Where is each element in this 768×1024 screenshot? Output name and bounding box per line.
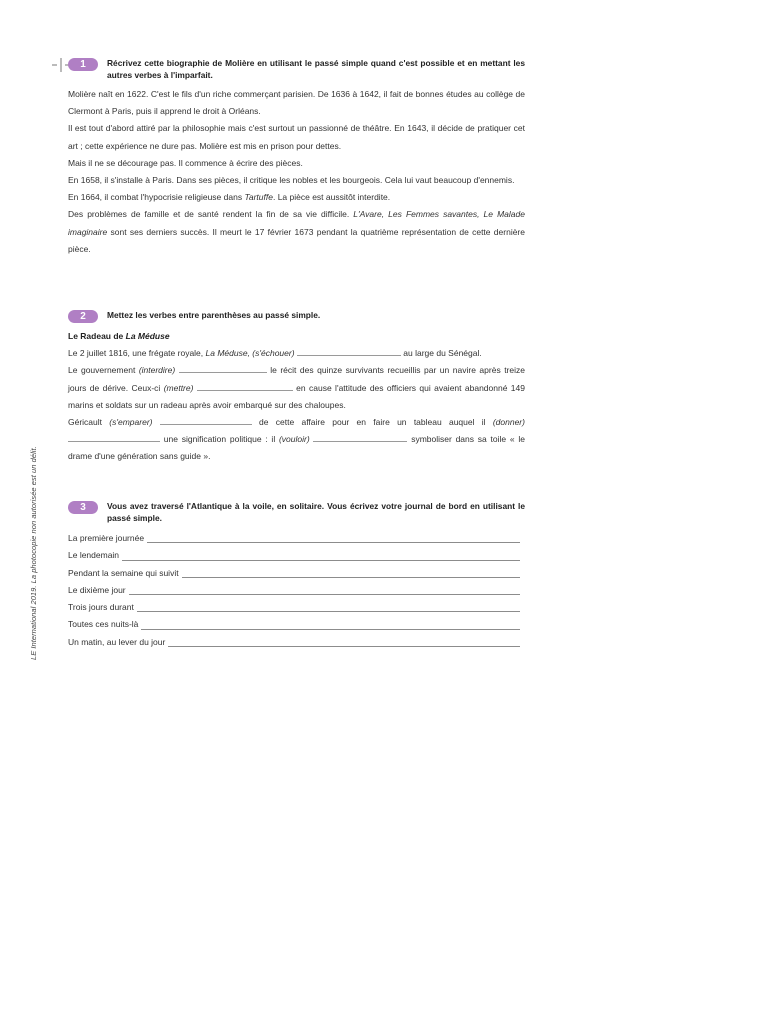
exercise-2-instruction: Mettez les verbes entre parenthèses au passé simple. xyxy=(107,310,321,320)
verb-hint: (vouloir) xyxy=(278,434,310,445)
text-segment: une signification politique : il xyxy=(160,434,279,445)
writing-rule[interactable] xyxy=(137,611,520,612)
exercise-1-paragraph: Molière naît en 1622. C'est le fils d'un riche commerçant parisien. De 1636 à 1642, il fait de bonnes études au collège de Clermont à Paris, puis il apprend le droit à Orléans. xyxy=(68,89,525,117)
verb-hint: (mettre) xyxy=(163,382,194,393)
play-title: Tartuffe xyxy=(244,192,273,203)
play-titles: L'Avare, Les Femmes savantes, Le Malade imaginaire xyxy=(68,209,525,237)
exercise-2-sentence xyxy=(68,362,525,414)
exercise-3-instruction: Vous avez traversé l'Atlantique à la voile, en solitaire. Vous écrivez votre journal de bord en utilisant le passé simple. xyxy=(107,501,525,523)
journal-line-label: Trois jours durant xyxy=(68,602,134,613)
journal-line-label: Un matin, au lever du jour xyxy=(68,636,166,647)
verb-hint: (donner) xyxy=(492,417,525,428)
answer-blank[interactable] xyxy=(197,382,293,391)
exercise-2-sentence xyxy=(68,345,525,362)
writing-rule[interactable] xyxy=(182,577,520,578)
ship-name: La Méduse, xyxy=(205,348,250,359)
writing-rule[interactable] xyxy=(168,646,520,647)
answer-blank[interactable] xyxy=(68,433,160,442)
text-segment: symboliser dans sa toile « le drame d'une génération sans guide ». xyxy=(68,434,525,462)
text-segment: de cette affaire pour en faire un tableau auquel il xyxy=(251,417,493,428)
text-segment: au large du Sénégal. xyxy=(400,348,482,359)
exercise-1-text xyxy=(68,86,525,258)
copyright-side-note: LE International 2019. La photocopie non autorisée est un délit. xyxy=(29,446,38,660)
journal-line xyxy=(68,582,520,599)
writing-rule[interactable] xyxy=(122,560,520,561)
text-segment: . La pièce est aussitôt interdite. xyxy=(272,192,391,203)
text-segment: En 1664, il combat l'hypocrisie religieuse dans xyxy=(68,192,245,203)
journal-lines xyxy=(68,530,520,651)
exercise-2-subtitle xyxy=(68,328,525,345)
journal-line xyxy=(68,565,520,582)
exercise-1-instruction: Récrivez cette biographie de Molière en utilisant le passé simple quand c'est possible et en mettant les autres verbes à l'imparfait. xyxy=(107,58,525,80)
text-segment: Géricault xyxy=(68,417,110,428)
exercise-1-paragraph: Il est tout d'abord attiré par la philosophie mais c'est surtout un passionné de théâtre. En 1643, il décide de pratiquer cet art ; cette expérience ne dure pas. Molière est mis en prison pour dettes. xyxy=(68,123,525,151)
journal-line xyxy=(68,634,520,651)
exercise-3-number-badge: 3 xyxy=(68,501,98,514)
exercise-1-number-badge: 1 xyxy=(68,58,98,71)
exercise-1-paragraph: En 1658, il s'installe à Paris. Dans ses pièces, il critique les nobles et les bourgeois. Cela lui vaut beaucoup d'ennemis. xyxy=(68,175,515,186)
text-segment: Le 2 juillet 1816, une frégate royale, xyxy=(68,348,206,359)
journal-line-label: Pendant la semaine qui suivit xyxy=(68,567,179,578)
exercise-2-header xyxy=(68,309,525,323)
subtitle-prefix: Le Radeau de xyxy=(68,331,126,341)
writing-rule[interactable] xyxy=(141,629,520,630)
journal-line-label: Toutes ces nuits-là xyxy=(68,619,139,630)
answer-blank[interactable] xyxy=(179,364,267,373)
answer-blank[interactable] xyxy=(313,433,407,442)
journal-line xyxy=(68,530,520,547)
subtitle-italic: La Méduse xyxy=(125,331,170,341)
exercise-1 xyxy=(68,57,525,258)
writing-rule[interactable] xyxy=(129,594,520,595)
exercise-1-paragraph xyxy=(68,189,525,206)
verb-hint: (s'échouer) xyxy=(249,348,297,359)
exercise-2 xyxy=(68,309,525,466)
writing-rule[interactable] xyxy=(147,542,520,543)
exercise-1-header xyxy=(68,57,525,81)
journal-line xyxy=(68,599,520,616)
text-segment: sont ses derniers succès. Il meurt le 17 février 1673 pendant la quatrième représentation de cette dernière pièce. xyxy=(68,226,525,254)
journal-line-label: La première journée xyxy=(68,533,145,543)
exercise-3 xyxy=(68,500,525,651)
exercise-2-sentence xyxy=(68,414,525,466)
text-segment: le récit des quinze survivants recueillis par un navire après treize jours de dérive. Ceux-ci xyxy=(68,365,525,393)
text-segment: en cause l'attitude des officiers qui avaient abandonné 149 marins et soldats sur un radeau après avoir embarqué sur des chaloupes. xyxy=(68,382,525,410)
journal-line-label: Le dixième jour xyxy=(68,584,126,595)
text-segment: Des problèmes de famille et de santé rendent la fin de sa vie difficile. xyxy=(68,209,354,220)
verb-hint: (s'emparer) xyxy=(109,417,153,428)
exercise-1-paragraph xyxy=(68,206,525,258)
journal-line xyxy=(68,547,520,564)
exercise-1-paragraph: Mais il ne se décourage pas. Il commence à écrire des pièces. xyxy=(68,157,303,168)
text-segment: Le gouvernement xyxy=(68,365,139,376)
journal-line-label: Le lendemain xyxy=(68,550,120,561)
exercise-3-header xyxy=(68,500,525,524)
verb-hint: (interdire) xyxy=(138,365,176,376)
exercise-2-number-badge: 2 xyxy=(68,310,98,323)
exercise-2-text xyxy=(68,345,525,465)
answer-blank[interactable] xyxy=(297,347,401,356)
journal-line xyxy=(68,616,520,633)
answer-blank[interactable] xyxy=(160,416,252,425)
